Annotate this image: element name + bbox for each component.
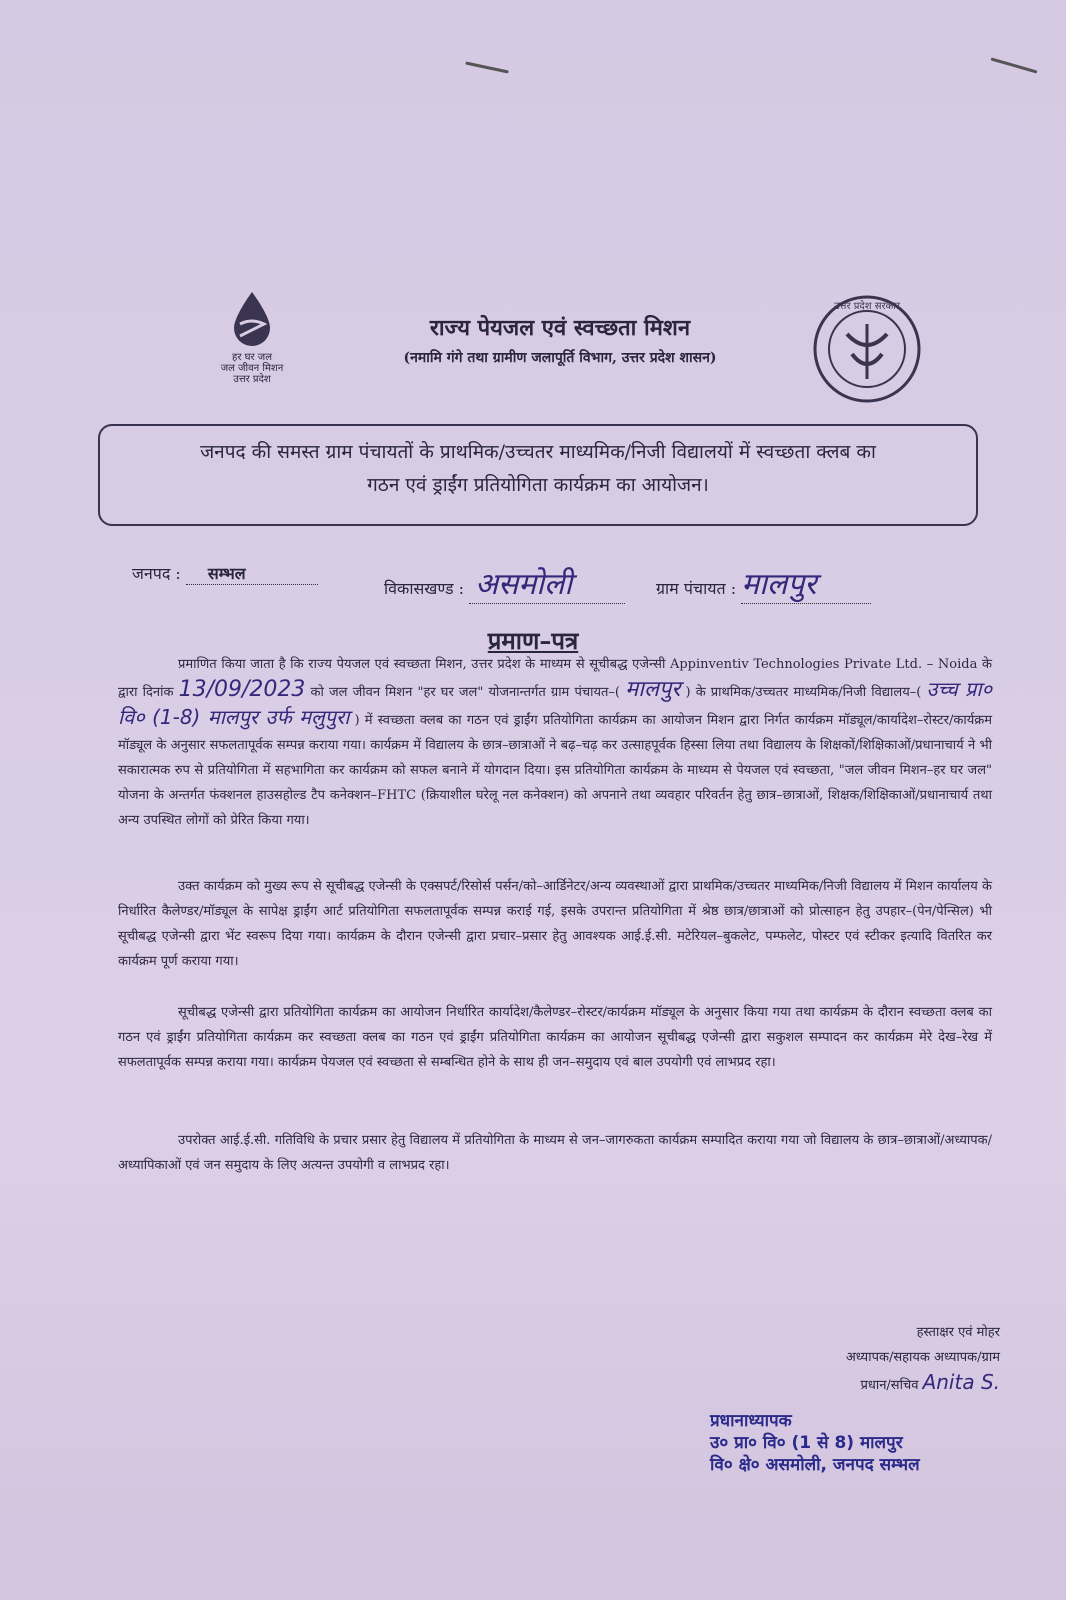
block-value: असमोली (469, 562, 625, 604)
water-drop-icon (230, 290, 274, 348)
district-value: सम्भल (186, 562, 318, 585)
document-header (330, 312, 790, 367)
district-field (132, 562, 318, 585)
signature-line-2: अध्यापक/सहायक अध्यापक/ग्राम (845, 1350, 1000, 1365)
logo-caption: हर घर जल जल जीवन मिशन उत्तर प्रदेश (220, 352, 284, 385)
panchayat-field (656, 562, 871, 604)
stamp-line-2: उ० प्रा० वि० (1 से 8) मालपुर (710, 1433, 903, 1453)
stamp-line-1: प्रधानाध्यापक (710, 1411, 792, 1431)
paragraph-1 (118, 652, 992, 833)
mission-title: राज्य पेयजल एवं स्वच्छता मिशन (429, 315, 691, 341)
banner-line-2: गठन एवं ड्राईंग प्रतियोगिता कार्यक्रम का आयोजन। (367, 474, 709, 496)
paragraph-2: उक्त कार्यक्रम को मुख्य रूप से सूचीबद्ध एजेन्सी के एक्सपर्ट/रिसोर्स पर्सन/को–आर्डिनेटर/अन्य व्यवस्थाओं द्वारा प्राथमिक/उच्चतर माध्यमिक/निजी विद्यालय में मिशन कार्यालय के निर्धारित कैलेण्डर/मॉड्यूल के सापेक्ष ड्राईंग आर्ट प्रतियोगिता सफलतापूर्वक सम्पन्न कराई गई, इसके उपरान्त प्रतियोगिता में श्रेष्ठ छात्र/छात्राओं को प्रोत्साहन हेतु उपहार–(पेन/पेन्सिल) भी सूचीबद्ध एजेन्सी द्वारा भेंट स्वरूप दिया गया। कार्यक्रम के दौरान एजेन्सी द्वारा प्रचार–प्रसार हेतु आवश्यक आई.ई.सी. मटेरियल–बुकलेट, पम्फलेट, पोस्टर एवं स्टीकर इत्यादि वितरित कर कार्यक्रम पूर्ण कराया गया। (118, 879, 992, 969)
panchayat-label: ग्राम पंचायत : (656, 579, 737, 598)
block-field (384, 562, 625, 604)
handwritten-signature: Anita S. (922, 1370, 1000, 1394)
panchayat-handwritten: मालपुर (625, 677, 681, 702)
paper-fold-mark (991, 57, 1038, 73)
up-government-seal-icon (812, 294, 922, 404)
mission-subtitle: (नमामि गंगे तथा ग्रामीण जलापूर्ति विभाग, उत्तर प्रदेश शासन) (403, 350, 717, 366)
paper-fold-mark (465, 61, 509, 73)
paragraph-1-text-d: ) में स्वच्छता क्लब का गठन एवं ड्राईंग प्रतियोगिता कार्यक्रम का आयोजन मिशन द्वारा निर्गत कार्यक्रम मॉड्यूल/कार्यादेश–रोस्टर/कार्यक्रम मॉड्यूल के अनुसार सफलतापूर्वक सम्पन्न कराया गया। कार्यक्रम में विद्यालय के छात्र–छात्राओं ने बढ़–चढ़ कर उत्साहपूर्वक हिस्सा लिया तथा विद्यालय के शिक्षकों/शिक्षिकाओं/प्रधानाचार्य ने भी सकारात्मक रुप से प्रतियोगिता में सहभागिता कर कार्यक्रम को सफल बनाने में योगदान दिया। इस प्रतियोगिता कार्यक्रम के माध्यम से पेयजल एवं स्वच्छता, "जल जीवन मिशन–हर घर जल" योजना के अन्तर्गत फंक्शनल हाउसहोल्ड टैप कनेक्शन–FHTC (क्रियाशील घरेलू नल कनेक्शन) को अपनाने तथा व्यवहार परिवर्तन हेतु छात्र–छात्राओं, शिक्षक/शिक्षिकाओं/प्रधानाचार्य तथा अन्य उपस्थित लोगों को प्रेरित किया गया। (118, 713, 992, 828)
banner-line-1: जनपद की समस्त ग्राम पंचायतों के प्राथमिक/उच्चतर माध्यमिक/निजी विद्यालयों में स्वच्छता क्लब का (200, 441, 876, 463)
signature-block (700, 1320, 1040, 1398)
paragraph-3: सूचीबद्ध एजेन्सी द्वारा प्रतियोगिता कार्यक्रम का आयोजन निर्धारित कार्यादेश/कैलेण्डर–रोस्टर/कार्यक्रम मॉड्यूल के अनुसार किया गया तथा कार्यक्रम के दौरान स्वच्छता क्लब का गठन एवं ड्राईंग प्रतियोगिता कार्यक्रम कर स्वच्छता क्लब का गठन एवं ड्राईंग प्रतियोगिता कार्यक्रम का आयोजन सूचीबद्ध एजेन्सी द्वारा सकुशल सम्पादन कर कार्यक्रम मेरे देख–रेख में सफलतापूर्वक सम्पन्न कराया गया। कार्यक्रम पेयजल एवं स्वच्छता से सम्बन्धित होने के साथ ही जन–समुदाय एवं बाल उपयोगी एवं लाभप्रद रहा। (118, 1005, 992, 1070)
date-value: 13/09/2023 (178, 677, 306, 702)
paragraph-1-text-b: को जल जीवन मिशन "हर घर जल" योजनान्तर्गत ग्राम पंचायत–( (310, 685, 620, 700)
program-banner (98, 424, 978, 526)
certificate-title: प्रमाण–पत्र (487, 626, 579, 655)
paragraph-1-text-c: ) के प्राथमिक/उच्चतर माध्यमिक/निजी विद्यालय–( (685, 685, 922, 700)
panchayat-value: मालपुर (741, 562, 871, 604)
school-handwritten: उच्च प्रा० वि० (1-8) मालपुर उर्फ मलुपुरा (118, 677, 992, 729)
paragraph-4: उपरोक्त आई.ई.सी. गतिविधि के प्रचार प्रसार हेतु विद्यालय में प्रतियोगिता के माध्यम से जन–जागरुकता कार्यक्रम सम्पादित कराया गया जो विद्यालय के छात्र–छात्राओं/अध्यापक/अध्यापिकाओं एवं जन समुदाय के लिए अत्यन्त उपयोगी व लाभप्रद रहा। (118, 1133, 992, 1173)
signature-role: प्रधान/सचिव (860, 1378, 919, 1393)
signature-line-1: हस्ताक्षर एवं मोहर (916, 1325, 1000, 1340)
seal-caption: उत्तर प्रदेश सरकार (834, 301, 900, 312)
stamp-line-3: वि० क्षे० असमोली, जनपद सम्भल (710, 1455, 920, 1475)
district-label: जनपद : (132, 564, 181, 583)
signature-line-3 (700, 1370, 1000, 1398)
school-stamp (710, 1410, 920, 1476)
har-ghar-jal-logo (212, 290, 292, 385)
paragraph-1-text-a: प्रमाणित किया जाता है कि राज्य पेयजल एवं स्वच्छता मिशन, उत्तर प्रदेश के माध्यम से सूचीबद्ध एजेन्सी Appinventiv Technologies Private Ltd. – Noida के द्वारा दिनांक (118, 657, 992, 700)
block-label: विकासखण्ड : (384, 579, 465, 598)
